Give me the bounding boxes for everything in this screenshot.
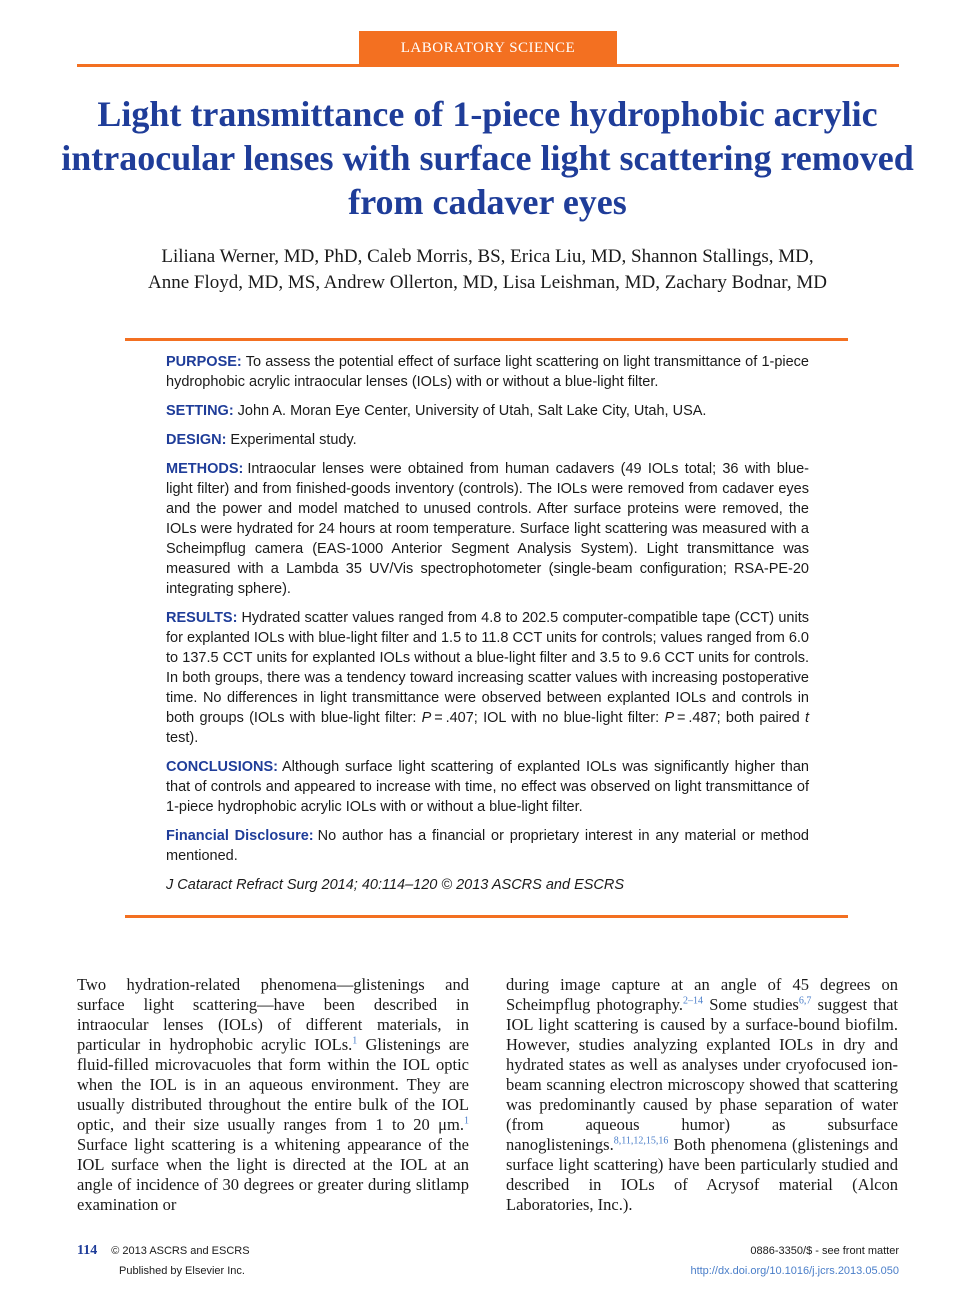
reference-link[interactable]: 2–14 — [683, 995, 703, 1007]
results-text-d: test). — [166, 730, 199, 746]
conclusions-label: CONCLUSIONS: — [166, 759, 278, 775]
section-tag: LABORATORY SCIENCE — [359, 31, 617, 65]
issn: 0886-3350/$ - see front matter — [750, 1245, 899, 1257]
body-column-left — [77, 975, 469, 1215]
results-text-c: = .487; both paired — [674, 710, 805, 726]
setting-text: John A. Moran Eye Center, University of Utah, Salt Lake City, Utah, USA. — [237, 403, 707, 419]
purpose-label: PURPOSE: — [166, 354, 242, 370]
body-right-text-b: Some studies — [703, 995, 799, 1014]
article-title: Light transmittance of 1-piece hydrophobic acrylic intraocular lenses with surface light scattering removed from cadaver eyes — [61, 94, 914, 222]
page-number: 114 — [77, 1243, 98, 1258]
results-t-symbol: t — [804, 710, 809, 726]
footer-left-line-1 — [77, 1241, 250, 1261]
header-rule — [77, 64, 899, 67]
methods-text: Intraocular lenses were obtained from human cadavers (49 IOLs total; 36 with blue-light filter) and from finished-goods inventory (controls). The IOLs were removed from cadaver eyes and the power and model matched to unused controls. After surface proteins were removed, the IOLs were hydrated for 24 hours at room temperature. Surface light scattering was measured with a Scheimpflug camera (EAS-1000 Anterior Segment Analysis System). Light transmittance was measured with a Lambda 35 UV/Vis spectrophotometer (single-beam configuration; RSA-PE-20 integrating sphere). — [166, 461, 809, 597]
results-p-symbol-2: P — [664, 710, 675, 726]
abstract-design — [166, 430, 809, 450]
results-label: RESULTS: — [166, 610, 238, 626]
abstract-purpose — [166, 352, 809, 392]
copyright: © 2013 ASCRS and ESCRS — [111, 1245, 250, 1257]
reference-link[interactable]: 6,7 — [798, 995, 812, 1007]
abstract-top-rule — [125, 338, 848, 341]
publisher: Published by Elsevier Inc. — [119, 1265, 245, 1277]
body-right-text-a: during image capture at an angle of 45 degrees on Scheimpflug photography. — [506, 975, 898, 1014]
body-left-text-a: Two hydration-related phenomena—glistenings and surface light scattering—have been described in intraocular lenses (IOLs) of different materials, in particular in hydrophobic acrylic IOLs. — [77, 975, 469, 1054]
reference-link[interactable]: 1 — [352, 1035, 358, 1047]
design-label: DESIGN: — [166, 432, 227, 448]
abstract-methods — [166, 459, 809, 599]
journal-citation: J Cataract Refract Surg 2014; 40:114–120 © 2013 ASCRS and ESCRS — [166, 877, 625, 893]
design-text: Experimental study. — [230, 432, 357, 448]
body-paragraph-right — [506, 975, 898, 1215]
abstract — [166, 352, 809, 904]
body-left-text-c: Surface light scattering is a whitening appearance of the IOL surface when the light is directed at the IOL at an angle of incidence of 30 degrees or greater during slitlamp examination or — [77, 1135, 469, 1214]
footer-right — [690, 1241, 899, 1281]
abstract-conclusions — [166, 757, 809, 817]
author-line-2: Anne Floyd, MD, MS, Andrew Ollerton, MD, Lisa Leishman, MD, Zachary Bodnar, MD — [148, 272, 827, 293]
disclosure-text: No author has a financial or proprietary interest in any material or method mentioned. — [166, 828, 809, 864]
setting-label: SETTING: — [166, 403, 234, 419]
results-p-symbol: P — [421, 710, 432, 726]
body-left-text-b: Glistenings are fluid-filled microvacuoles that form within the IOL optic when the IOL is in an aqueous environment. They are usually distributed throughout the entire bulk of the IOL optic, and their size usually ranges from 1 to 20 μm. — [77, 1035, 469, 1134]
body-right-text-d: Both phenomena (glistenings and surface light scattering) have been particularly studied and described in IOLs of Acrysof material (Alcon Laboratories, Inc.). — [506, 1135, 898, 1214]
results-text-a: Hydrated scatter values ranged from 4.8 to 202.5 computer-compatible tape (CCT) units for explanted IOLs with blue-light filter and 1.5 to 11.8 CCT units for controls; values ranged from 6.0 to 137.5 CCT units for explanted IOLs without a blue-light filter and 3.5 to 9.6 CCT units for controls. In both groups, there was a tendency toward increasing scatter values with increasing postoperative time. No differences in light transmittance were observed between explanted IOLs and controls in both groups (IOLs with blue-light filter: — [166, 610, 809, 726]
abstract-setting — [166, 401, 809, 421]
purpose-text: To assess the potential effect of surface light scattering on light transmittance of 1-piece hydrophobic acrylic intraocular lenses (IOLs) with or without a blue-light filter. — [166, 354, 809, 390]
reference-link[interactable]: 1 — [464, 1115, 469, 1127]
abstract-disclosure — [166, 826, 809, 866]
abstract-bottom-rule — [125, 915, 848, 918]
results-text-b: = .407; IOL with no blue-light filter: — [431, 710, 665, 726]
author-list — [60, 244, 915, 296]
body-right-text-c: suggest that IOL light scattering is caused by a surface-bound biofilm. However, studies analyzing explanted IOLs in dry and hydrated states as well as analyses under cryofocused ion-beam scanning electron microscopy showed that scattering was predominantly caused by phase separation of water (from aqueous humor) as subsurface nanoglistenings. — [506, 995, 899, 1154]
author-line-1: Liliana Werner, MD, PhD, Caleb Morris, BS, Erica Liu, MD, Shannon Stallings, MD, — [161, 246, 814, 267]
abstract-results — [166, 608, 809, 748]
body-column-right — [506, 975, 898, 1215]
doi-link[interactable]: http://dx.doi.org/10.1016/j.jcrs.2013.05.050 — [690, 1265, 899, 1277]
conclusions-text: Although surface light scattering of explanted IOLs was significantly higher than that of controls and appeared to increase with time, no effect was observed on light transmittance of 1-piece hydrophobic acrylic IOLs with or without a blue-light filter. — [166, 759, 809, 815]
disclosure-label: Financial Disclosure: — [166, 828, 314, 844]
body-paragraph-left — [77, 975, 469, 1215]
footer-left — [77, 1241, 250, 1281]
methods-label: METHODS: — [166, 461, 244, 477]
reference-link[interactable]: 8,11,12,15,16 — [613, 1135, 669, 1147]
